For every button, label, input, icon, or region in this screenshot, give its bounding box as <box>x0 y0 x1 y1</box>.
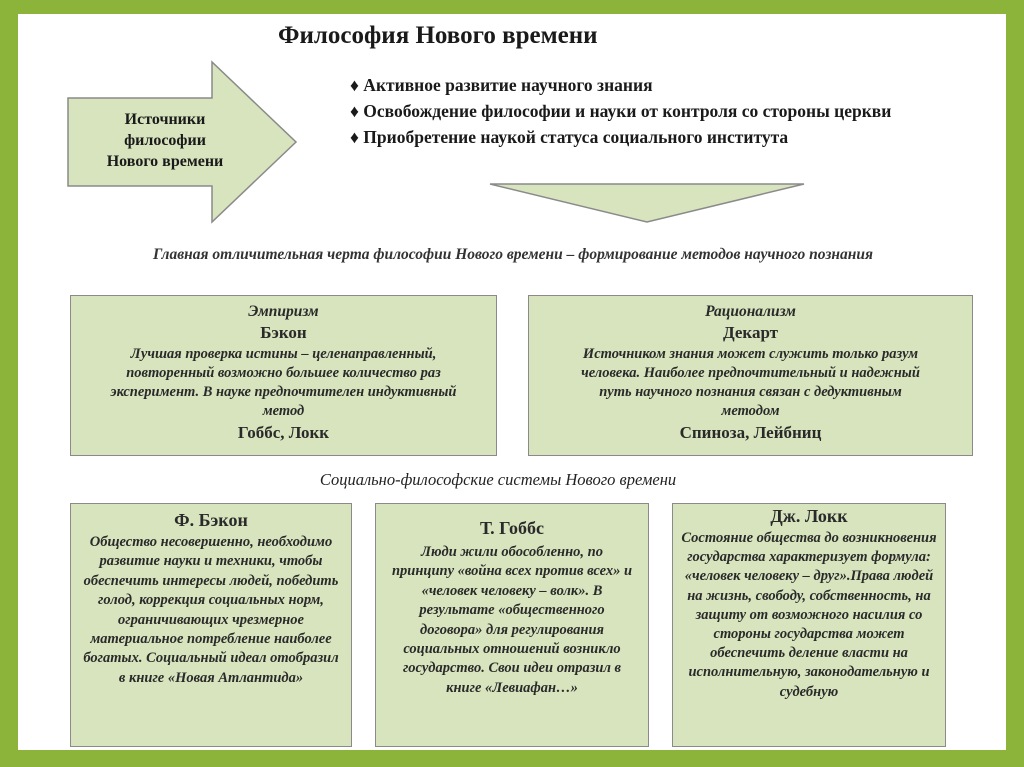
slide <box>18 14 1006 750</box>
method-followers: Спиноза, Лейбниц <box>679 423 822 442</box>
sources-bullets <box>350 72 910 150</box>
down-arrow-icon <box>488 182 808 226</box>
sources-label-line: философии <box>124 132 206 149</box>
system-name: Дж. Локк <box>770 506 848 526</box>
system-box-hobbes <box>375 503 649 747</box>
system-text: Состояние общества до возникновения государства характеризует формула: «человек человеку – друг».Права людей на жизнь, свободу, собственность, на защиту от возможного насилия со стороны государства может обеспечить деление власти на исполнительную, законодательную и судебную <box>681 530 937 700</box>
system-name: Ф. Бэкон <box>174 510 248 530</box>
method-followers: Гоббс, Локк <box>237 423 330 442</box>
systems-title: Социально-философские системы Нового времени <box>319 470 677 489</box>
method-box-rationalism <box>528 295 973 456</box>
main-feature: Главная отличительная черта философии Нового времени – формирование методов научного познания <box>153 246 873 263</box>
sources-label-line: Источники <box>124 111 206 128</box>
method-founder: Декарт <box>722 323 779 342</box>
system-text: Люди жили обособленно, по принципу «война всех против всех» и «человек человеку – волк». В результате «общественного договора» для регулирования социальных отношений возникло государство. Свои идеи отразил в книге «Левиафан…» <box>391 544 633 696</box>
sources-label <box>80 109 250 172</box>
page-title: Философия Нового времени <box>278 22 598 49</box>
system-box-locke <box>672 503 946 747</box>
method-description: Лучшая проверка истины – целенаправленный, повторенный возможно большее количество раз эксперимент. В науке предпочтителен индуктивный метод <box>110 346 457 419</box>
bullet-item: ♦ Активное развитие научного знания <box>350 75 653 95</box>
bullet-item: ♦ Освобождение философии и науки от контроля со стороны церкви <box>350 101 892 121</box>
system-box-bacon <box>70 503 352 747</box>
system-name: Т. Гоббс <box>479 518 545 538</box>
method-founder: Бэкон <box>260 323 307 342</box>
method-description: Источником знания может служить только разум человека. Наиболее предпочтительный и надежный путь научного познания связан с дедуктивным методом <box>581 346 920 419</box>
bullet-item: ♦ Приобретение наукой статуса социального института <box>350 127 789 147</box>
sources-label-line: Нового времени <box>106 153 224 170</box>
method-heading: Рационализм <box>705 303 796 320</box>
system-text: Общество несовершенно, необходимо развитие науки и техники, чтобы обеспечить интересы людей, победить голод, коррекция социальных норм, ограничивающих чрезмерное материальное потребление наиболее богатых. Социальный идеал отобразил в книге «Новая Атлантида» <box>83 534 339 686</box>
method-heading: Эмпиризм <box>248 303 319 320</box>
method-box-empiricism <box>70 295 497 456</box>
